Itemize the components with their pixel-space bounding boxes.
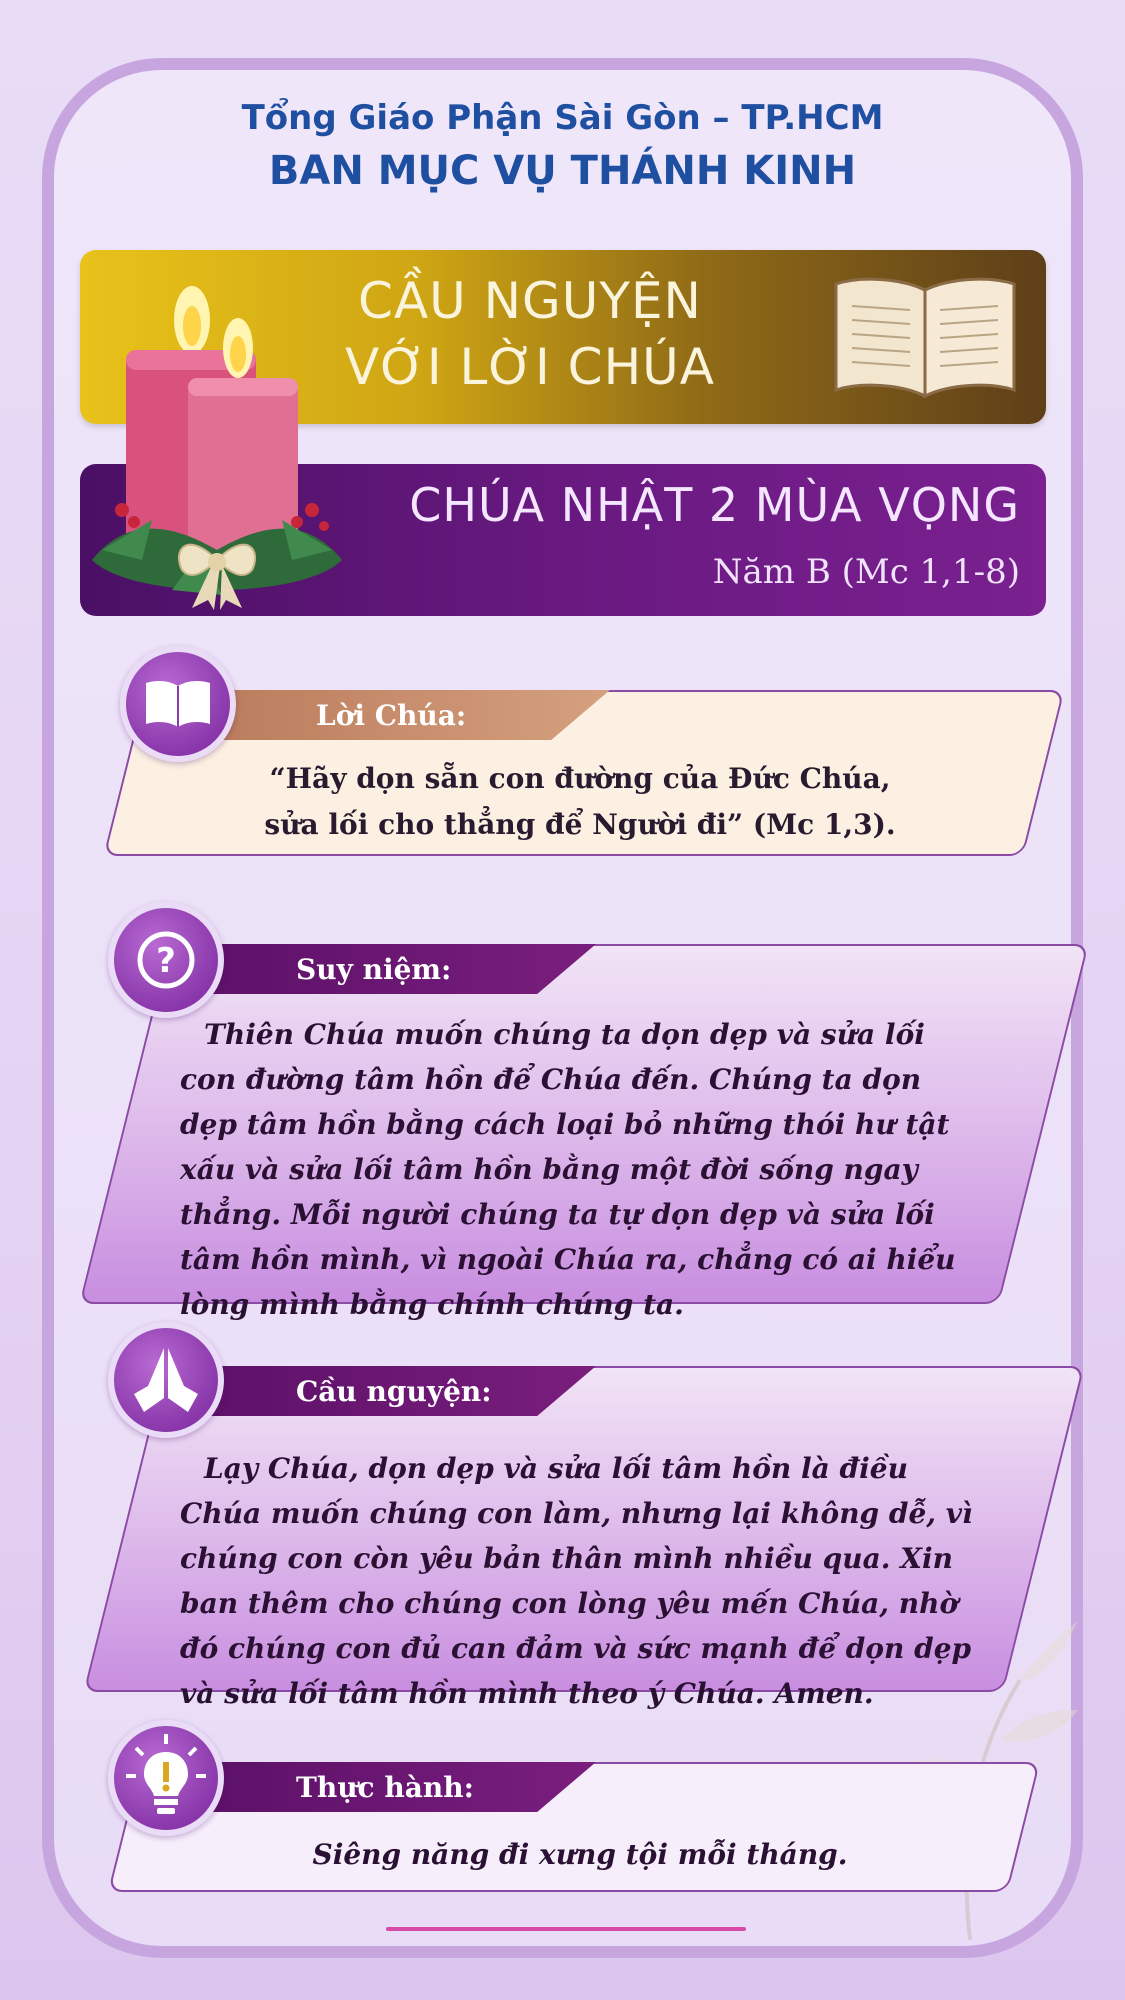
question-mark-icon bbox=[114, 908, 218, 1012]
word-icon-circle bbox=[120, 646, 236, 762]
reflection-text: Thiên Chúa muốn chúng ta dọn dẹp và sửa lối con đường tâm hồn để Chúa đến. Chúng ta dọn dẹp tâm hồn bằng cách loại bỏ những thói hư tật xấu và sửa lối tâm hồn bằng một đời sống ngay thẳng. Mỗi người chúng ta tự dọn dẹp và sửa lối tâm hồn mình, vì ngoài Chúa ra, chẳng có ai hiểu lòng mình bằng chính chúng ta. bbox=[180, 1018, 956, 1321]
reflection-label: Suy niệm: bbox=[296, 953, 452, 986]
svg-text:?: ? bbox=[156, 941, 176, 981]
open-book-illustration-icon bbox=[830, 270, 1020, 400]
org-line-1: Tổng Giáo Phận Sài Gòn – TP.HCM bbox=[241, 98, 884, 138]
org-line-2: BAN MỤC VỤ THÁNH KINH bbox=[268, 148, 857, 194]
prayer-icon-circle bbox=[108, 1322, 224, 1438]
practice-label: Thực hành: bbox=[296, 1771, 474, 1804]
practice-text: Siêng năng đi xưng tội mỗi tháng. bbox=[312, 1838, 848, 1871]
prayer-text: Lạy Chúa, dọn dẹp và sửa lối tâm hồn là điều Chúa muốn chúng con làm, nhưng lại không dễ, vì chúng con còn yêu bản thân mình nhiều qua. Xin ban thêm cho chúng con lòng yêu mến Chúa, nhờ đó chúng con đủ can đảm và sức mạnh để dọn dẹp và sửa lối tâm hồn mình theo ý Chúa. Amen. bbox=[180, 1452, 973, 1710]
open-book-icon bbox=[126, 652, 230, 756]
word-quote bbox=[180, 756, 980, 848]
praying-hands-icon bbox=[114, 1328, 218, 1432]
word-quote-line-1: “Hãy dọn sẵn con đường của Đức Chúa, bbox=[269, 762, 891, 795]
banner-title bbox=[270, 268, 790, 400]
sunday-subtitle: Năm B (Mc 1,1-8) bbox=[712, 552, 1020, 592]
word-quote-line-2: sửa lối cho thẳng để Người đi” (Mc 1,3). bbox=[264, 808, 896, 841]
banner-title-line-2: VỚI LỜI CHÚA bbox=[345, 338, 715, 396]
sunday-title: CHÚA NHẬT 2 MÙA VỌNG bbox=[409, 478, 1020, 532]
advent-candles-icon bbox=[92, 260, 342, 610]
lightbulb-icon bbox=[114, 1726, 218, 1830]
prayer-label: Cầu nguyện: bbox=[296, 1375, 492, 1408]
bottom-accent-line bbox=[386, 1927, 746, 1931]
word-label: Lời Chúa: bbox=[316, 699, 467, 732]
reflection-icon-circle bbox=[108, 902, 224, 1018]
banner-title-line-1: CẦU NGUYỆN bbox=[358, 272, 702, 330]
practice-icon-circle bbox=[108, 1720, 224, 1836]
